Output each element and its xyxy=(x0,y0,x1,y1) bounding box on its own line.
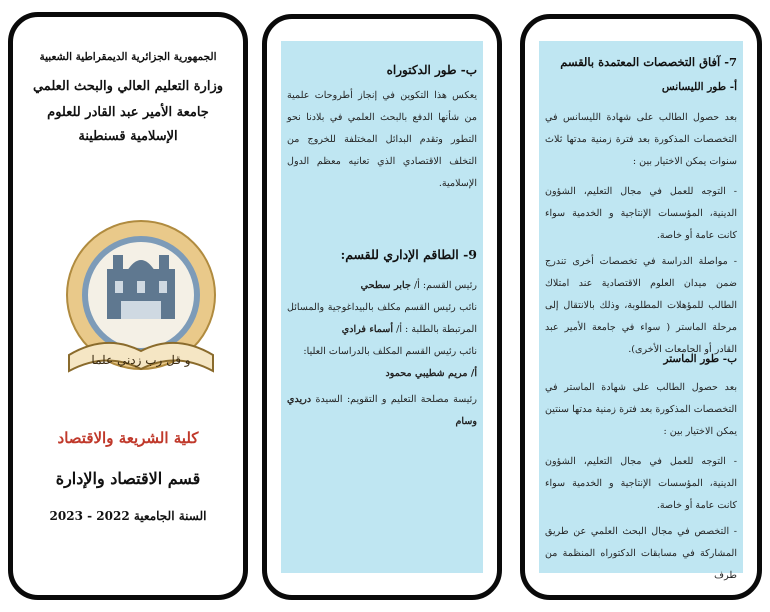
head-label: رئيس القسم: أ/ xyxy=(413,280,477,291)
university-title: جامعة الأمير عبد القادر للعلوم الإسلامية قسنطينة xyxy=(47,105,209,144)
licence-heading: أ- طور الليسانس xyxy=(661,81,737,93)
deputy1-name: أسماء فرادي xyxy=(341,324,394,335)
licence-option-1: - التوجه للعمل في مجال التعليم، الشؤون الدينية، المؤسسات الإنتاجية و الخدمية سواء كانت عامة أو خاصة. xyxy=(545,186,737,241)
academic-year: السنة الجامعية 2022 - 2023 xyxy=(49,509,207,523)
deputy-pedagogy xyxy=(287,297,477,341)
master-intro: بعد حصول الطالب على شهادة الماستر في التخصصات المذكورة بعد فترة زمنية مدتها سنتين يمكن الاختيار بين : xyxy=(545,382,737,437)
deputy1-label: نائب رئيس القسم مكلف بالبيداغوجية والمسائل المرتبطة بالطلبة : أ/ xyxy=(287,302,477,335)
department-title: قسم الاقتصاد والإدارة xyxy=(55,469,201,488)
deputy2-name: أ/ مريم شطيبي محمود xyxy=(385,368,477,379)
teaching-service xyxy=(287,389,477,433)
ministry-title: وزارة التعليم العالي والبحث العلمي xyxy=(32,79,224,94)
republic-title: الجمهورية الجزائرية الديمقراطية الشعبية xyxy=(39,51,217,63)
doctorate-heading: ب- طور الدكتوراه xyxy=(386,63,477,77)
svg-text:و قل رب زدني علما: و قل رب زدني علما xyxy=(91,353,191,367)
service-label: رئيسة مصلحة التعليم و التقويم: السيدة xyxy=(315,394,477,405)
cover-panel xyxy=(8,12,248,600)
deputy-postgrad xyxy=(287,341,477,385)
deputy2-label: نائب رئيس القسم المكلف بالدراسات العليا: xyxy=(303,346,477,357)
staff-heading: 9- الطاقم الإداري للقسم: xyxy=(340,247,477,262)
right-content-area xyxy=(539,41,743,581)
master-heading: ب- طور الماستر xyxy=(663,353,737,365)
middle-panel xyxy=(262,14,502,600)
master-option-2: - التخصص في مجال البحث العلمي عن طريق المشاركة في مسابقات الدكتوراه المنظمة من طرف xyxy=(545,526,737,581)
faculty-title: كلية الشريعة والاقتصاد xyxy=(57,429,199,447)
master-option-1: - التوجه للعمل في مجال التعليم، الشؤون الدينية، المؤسسات الإنتاجية و الخدمية سواء كانت عامة أو خاصة. xyxy=(545,456,737,511)
licence-option-2: - مواصلة الدراسة في تخصصات أخرى تندرج ضمن ميدان العلوم الاقتصادية عند امتلاك الطالب للمؤهلات المطلوبة، وذلك بالانتقال إلى مرحلة الماستر ( سواء في جامعة الأمير عبد القادر أو الجامعات الأخرى). xyxy=(545,256,737,355)
service-name: دريدي وسام xyxy=(287,394,477,427)
licence-intro: بعد حصول الطالب على شهادة الليسانس في التخصصات المذكورة بعد فترة زمنية مدتها ثلاث سنوات يمكن الاختيار بين : xyxy=(545,112,737,167)
right-panel xyxy=(520,14,762,600)
doctorate-text: يعكس هذا التكوين في إنجاز أطروحات علمية من شأنها الدفع بالبحث العلمي في بلادنا نحو التطور وتقدم البدائل المختلفة للخروج من التخلف الاقتصادي الذي تعانيه معظم الدول الإسلامية. xyxy=(287,90,477,189)
middle-content-area xyxy=(281,41,483,573)
prospects-heading: 7- آفاق التخصصات المعتمدة بالقسم xyxy=(560,55,737,69)
head-of-dept xyxy=(287,275,477,297)
head-name: جابر سطحي xyxy=(360,280,411,291)
university-logo xyxy=(51,215,231,395)
